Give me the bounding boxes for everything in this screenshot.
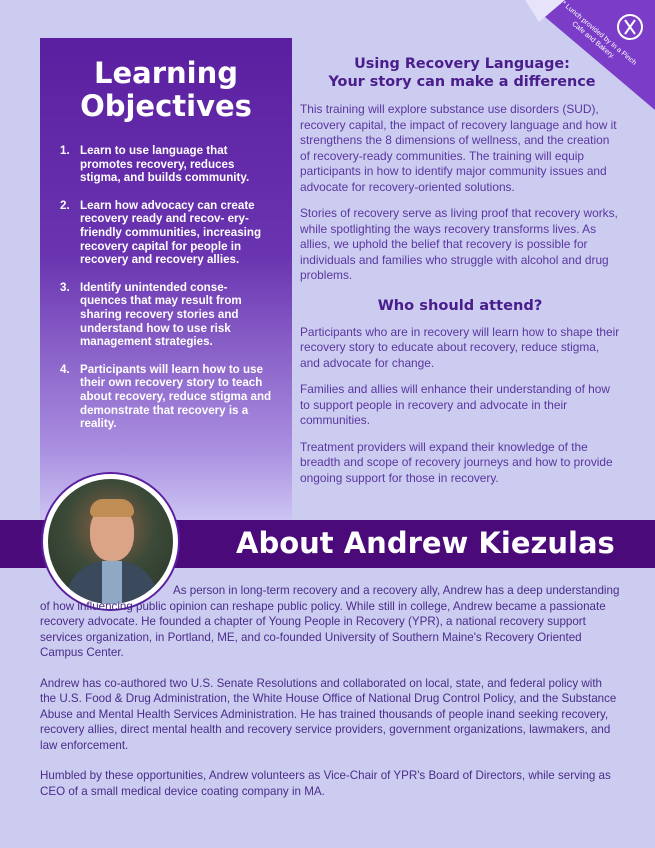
objective-text: Identify unintended conse- quences that may result from sharing recovery stories and understand how to use risk management strategies. [80,280,242,349]
objective-number: 1. [60,144,70,157]
bio-paragraph-2: Andrew has co-authored two U.S. Senate Resolutions and collaborated on local, state, and federal policy with the U.S. Food & Drug Administration, the White House Office of National Drug Control Policy, and the Substance Abuse and Mental Health Services Administration. He has trained thousands of people inand seeking recovery, recovery allies, direct mental health and recovery service providers, government organizations, lawmakers, and law enforcement. [40,676,617,752]
attendee-families: Families and allies will enhance their understanding of how to support people in recovery and advocate in their communities. [300,382,610,427]
objective-item [60,199,274,267]
objective-number: 2. [60,198,70,212]
objective-number: 3. [60,280,70,294]
speaker-bio [40,583,620,814]
stories-description: Stories of recovery serve as living proof that recovery works, while spotlighting the ways recovery transforms lives. As allies, we uphold the belief that recovery is possible for individuals and families who struggle with alcohol and drug problems. [300,206,618,282]
bio-paragraph-1: As person in long-term recovery and a recovery ally, Andrew has a deep understanding of how influencing public opinion can reshape public policy. While still in college, Andrew became a passionate recovery advocate. He founded a chapter of Young People in Recovery (YPR), a national recovery support services organization, in Portland, ME, and co-founded University of Southern Maine's Recovery Oriented Campus Center. [40,584,620,659]
objective-number: 4. [60,362,70,376]
objectives-title-line1: Learning [93,56,238,90]
attendee-providers: Treatment providers will expand their knowledge of the breadth and scope of recovery journeys and how to provide ongoing support for those in recovery. [300,439,613,485]
course-description [300,55,620,486]
objective-item [60,363,274,431]
objective-text: Participants will learn how to use their own recovery story to teach about recovery, reduce stigma and demonstrate that recovery is a reality. [80,362,272,431]
objectives-title-line2: Objectives [80,89,252,123]
attendee-participants: Participants who are in recovery will learn how to shape their recovery story to educate about recovery, reduce stigma, and advocate for change. [300,324,620,370]
corner-lunch-banner [525,0,655,110]
bio-paragraph-3: Humbled by these opportunities, Andrew volunteers as Vice-Chair of YPR's Board of Directors, while serving as CEO of a small medical device coating company in MA. [40,769,611,798]
fork-knife-icon [617,14,643,40]
objective-text: Learn to use language that promotes recovery, reduces stigma, and builds community. [80,144,250,185]
objective-item [60,144,274,185]
objectives-title [40,57,292,123]
objectives-list [60,144,274,431]
learning-objectives-panel [40,38,292,520]
avatar-hair-shape [90,499,134,517]
about-heading: About Andrew Kiezulas [236,526,615,560]
lunch-note: * Lunch provided by In a Pinch Cafe and Bakery. [560,0,638,67]
objective-text: Learn how advocacy can create recovery ready and recov- ery-friendly communities, increasing recovery capital for people in recovery and recovery allies. [80,198,262,267]
recovery-language-heading-line1: Using Recovery Language: [354,56,570,72]
who-should-attend-heading: Who should attend? [377,296,543,314]
training-description: This training will explore substance use disorders (SUD), recovery capital, the impact of recovery language and how it strengthens the 8 dimensions of wellness, and the creation of recovery-ready communities. The training will equip participants in how to identify major community issues and advocate for recovery-oriented solutions. [300,102,617,194]
objective-item [60,281,274,349]
recovery-language-heading-line2: Your story can make a difference [328,74,596,90]
